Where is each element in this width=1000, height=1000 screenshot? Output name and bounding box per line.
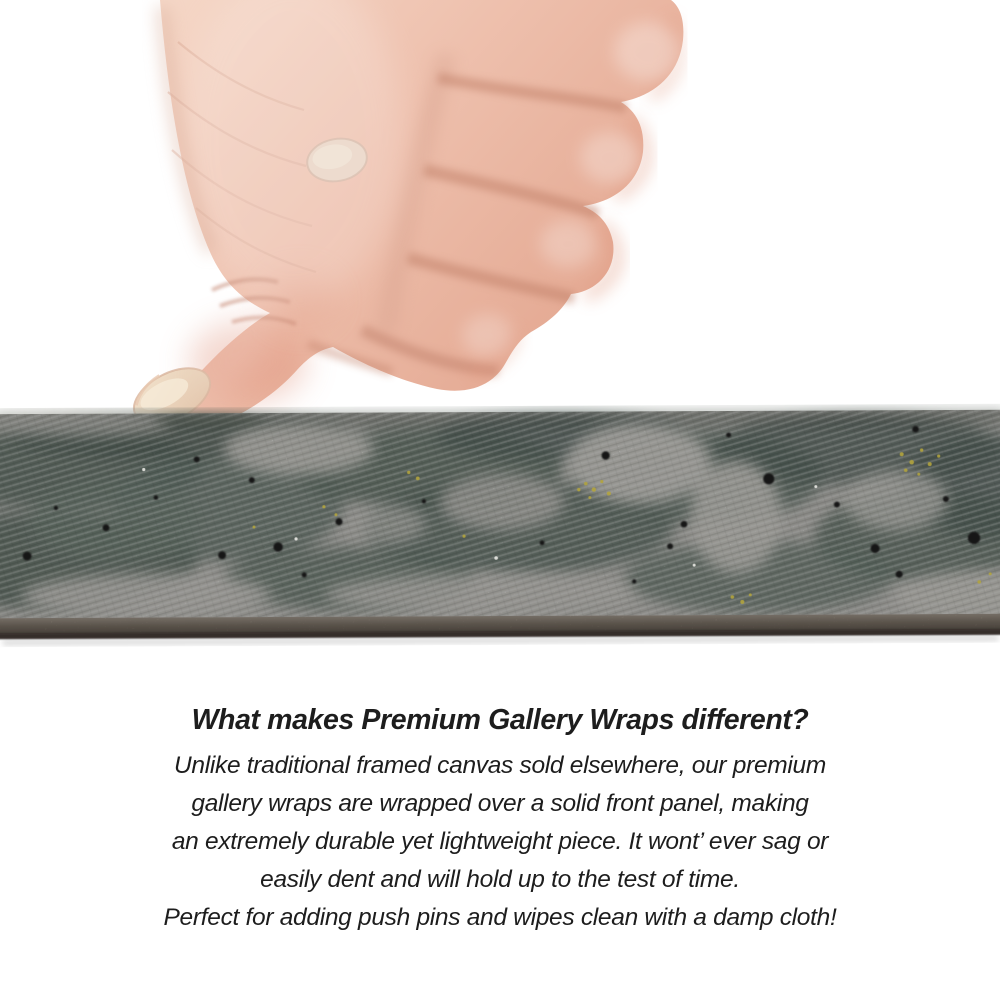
hand-photo — [0, 0, 1000, 446]
body-line: Unlike traditional framed canvas sold elsewhere, our premium — [174, 752, 826, 779]
info-text-block — [0, 700, 1000, 937]
body-line: an extremely durable yet lightweight piece. It wont’ ever sag or — [171, 828, 829, 855]
body-line: easily dent and will hold up to the test of time. — [260, 866, 740, 893]
canvas-grain — [0, 410, 1000, 618]
headline: What makes Premium Gallery Wraps different? — [191, 704, 809, 736]
canvas-strip-art — [0, 404, 1000, 652]
body-line: gallery wraps are wrapped over a solid front panel, making — [191, 790, 809, 817]
canvas-strip — [0, 404, 1000, 652]
body-line: Perfect for adding push pins and wipes clean with a damp cloth! — [163, 904, 837, 931]
hand-illustration — [0, 0, 1000, 446]
